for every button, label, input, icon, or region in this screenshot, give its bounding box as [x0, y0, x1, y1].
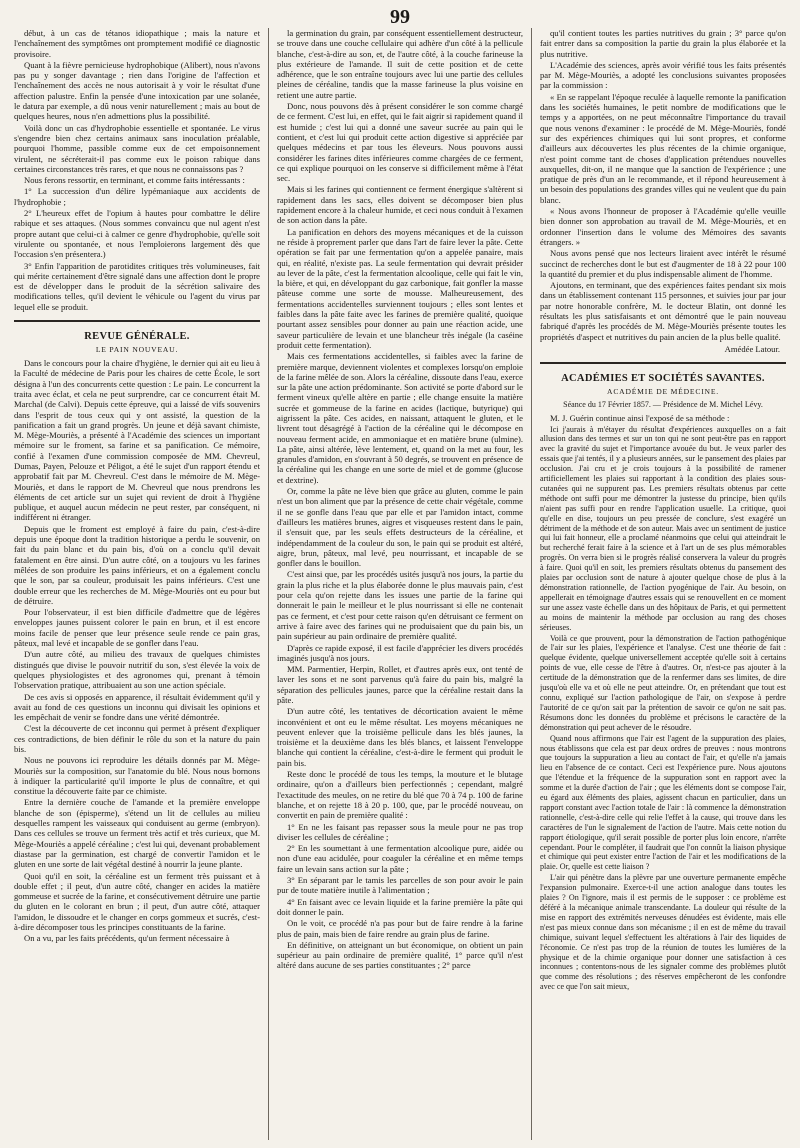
- section-rule: [540, 362, 786, 364]
- paragraph: Pour l'observateur, il est bien difficile d'admettre que de légères enveloppes jaunes puissent colorer le pain en brun, et il est encore moins facile de penser que leur présence seule rende ce pain gras, pâteux, mal levé et incapable de se gonfler dans l'eau.: [14, 607, 260, 649]
- paragraph: Depuis que le froment est employé à faire du pain, c'est-à-dire depuis une époque dont la tradition historique a perdu le souvenir, on fait du pain blanc et du pain bis, d'où on a conclu qu'il devait fatalement en être ainsi. D'un autre côté, on a toujours vu les farines mêlées de son produire les pains inférieurs, et on a également conclu que le son, par sa couleur, produisait les pains inférieurs. C'est une double erreur que les recherches de M. Mège-Mouriès ont eu pour but de détruire.: [14, 523, 260, 606]
- paragraph: Donc, nous pouvons dès à présent considérer le son comme chargé de ce ferment. C'est lui, en effet, qui le fait aigrir si rapidement quand il est humide ; c'est lui qui a donné une saveur sucrée au pain qui le contient, et c'est lui qui produit cette action digestive si appréciée par quelques médecins et par tous les éleveurs. Nous pouvons aussi considérer les farines dites inférieures comme chargées de ce ferment, ce qui explique pourquoi on les conserve si difficilement même à l'état sec.: [277, 101, 523, 184]
- column-divider: [531, 28, 532, 1140]
- paragraph: la germination du grain, par conséquent essentiellement destructeur, se trouve dans une couche cellulaire qui adhère d'un côté à la pellicule blanche, c'est-à-dire au son, et, de l'autre côté, à la couche farineuse la plus extérieure de l'amande. Il suit de cette position et de cette adhérence, que le son entraîne toujours avec lui une partie des cellules pleines de céréaline, tandis que la masse farineuse la plus voisine en retient une autre partie.: [277, 28, 523, 100]
- paragraph: L'air qui pénètre dans la plèvre par une ouverture permanente empêche l'expansion pulmonaire. Exerce-t-il une action analogue dans toutes les plaies ? On l'ignore, mais il est permis de le supposer : ce problème est déféré à la mécanique animale transcendante. La douleur qui résulte de la mise en rapport des extrémités nerveuses dénudées est évidente, mais elle n'est pas mieux connue dans son mécanisme ; il en est de même du travail chimique, suivant lequel s'effectuent les altérations à l'air des liquides de l'économie. Ce n'est pas trop de la réunion de toutes les lumières de la physique et de la chimie organique pour donner une satisfaction à ces inconnues ; contentons-nous de les signaler comme des problèmes plutôt que comme des résolutions ; des réserves empêcheront de les confondre avec ce que l'on sait mieux,: [540, 873, 786, 992]
- paragraph: L'Académie des sciences, après avoir vérifié tous les faits présentés par M. Mège-Mouriès, a adopté les conclusions suivantes proposées par la commission :: [540, 59, 786, 91]
- paragraph: Nous avons pensé que nos lecteurs liraient avec intérêt le résumé succinct de recherches dont le but est d'augmenter de 18 à 22 pour 100 la quantité du premier et du plus indispensable aliment de l'homme.: [540, 248, 786, 279]
- paragraph: 2° En les soumettant à une fermentation alcoolique pure, aidée ou non d'une eau acidulée, pour coaguler la céréaline et en même temps faire un levain sans action sur la pâte ;: [277, 843, 523, 874]
- paragraph: 1° La succession d'un délire lypémaniaque aux accidents de l'hydrophobie ;: [14, 186, 260, 207]
- paragraph: Reste donc le procédé de tous les temps, la mouture et le blutage ordinaire, qu'on a d'ailleurs bien perfectionnés ; cependant, malgré l'exactitude des meules, on ne retire du blé que 70 à 74 p. 100 de farine blanche, et on rejette 18 à 20 p. 100, que, par le procédé nouveau, on convertit en pain de première qualité :: [277, 769, 523, 821]
- paragraph: De ces avis si opposés en apparence, il résultait évidemment qu'il y avait au fond de ces questions un inconnu qui divisait les opinions et les empêchait de venir se fondre dans une vérité démontrée.: [14, 691, 260, 723]
- paragraph: qu'il contient toutes les parties nutritives du grain ; 3° parce qu'on fait entrer dans sa composition la partie du grain la plus élaborée et la plus nutritive.: [540, 28, 786, 59]
- section-title-academies: ACADÉMIES ET SOCIÉTÉS SAVANTES.: [561, 373, 765, 385]
- paragraph: D'après ce rapide exposé, il est facile d'apprécier les divers procédés imaginés jusqu'à nos jours.: [277, 642, 523, 663]
- page-number: 99: [390, 6, 410, 28]
- paragraph: Entre la dernière couche de l'amande et la première enveloppe blanche de son (épisperme), s'étend un lit de cellules au milieu desquelles rampent les vaisseaux qui conduisent au germe (embryon). Dans ces cellules se trouve un ferment très actif et très curieux, que M. Mège-Mouriès a appelé céréaline ; c'est lui qui, devenant probablement diastase par la germination, est chargé de convertir l'amidon et le gluten en une sorte de lait végétal destiné à nourrir la jeune plante.: [14, 797, 260, 870]
- paragraph: Quand nous affirmons que l'air est l'agent de la suppuration des plaies, nous établissons que cela est par deux ordres de preuves : nous montrons que toujours la suppuration a lieu au contact de l'air, et qu'elle n'a jamais lieu en l'absence de ce contact. Ceci est l'expérience pure. Nous ajoutons que l'étendue et la fréquence de la suppuration sont en rapport avec la somme et la durée d'action de l'air ; que les éléments dont se compose l'air, eu égard aux éléments des plaies, agissent chacun en particulier, dans un rapport constant avec l'action totale de l'air : là commence la démonstration rationnelle, c'est-à-dire celle qui relie l'effet à la cause, qui trouve dans les caractères de l'un le signalement de l'action de l'autre. Mais cette notion du rapport étiologique, qu'il serait possible de porter plus loin encore, n'arrête cependant. Pour le compléter, il faudrait que l'on connût la liaison physique et chimique qui peut exister entre l'action de l'air et les modifications de la plaie. Or, quelle est cette liaison ?: [540, 733, 786, 872]
- paragraph: D'un autre côté, au milieu des travaux de quelques chimistes distingués que divise le pouvoir nutritif du son, s'est élevée la voix de quelques physiologistes et des agronomes qui, prenant à témoin l'observation pratique, attribuaient au son une action spéciale.: [14, 649, 260, 691]
- section-rule: [14, 320, 260, 322]
- paragraph: MM. Parmentier, Herpin, Rollet, et d'autres après eux, ont tenté de laver les sons et ne sont parvenus qu'à faire du pain bis, malgré la séparation des pellicules jaunes, parce que la céréaline restait dans la pâte.: [277, 664, 523, 705]
- paragraph: On le voit, ce procédé n'a pas pour but de faire rendre à la farine plus de pain, mais bien de faire rendre au grain plus de farine.: [277, 918, 523, 939]
- paragraph: 1° En ne les faisant pas repasser sous la meule pour ne pas trop diviser les cellules de céréaline ;: [277, 821, 523, 842]
- paragraph: Ici j'aurais à m'étayer du résultat d'expériences auxquelles on a fait allusion dans des termes et sur un ton qui ne sont peut-être pas en rapport avec la gravité du sujet et l'importance avouée du but. Je veux parler des essais que j'ai tentés, il y a plusieurs années, sur le pansement des plaies par occlusion. J'ai cru et je crois toujours à la possibilité de ramener artificiellement les plaies sui rapportant à la condition des plaies sous-cutanées qui ne suppurent pas. Les premiers résultats obtenus par cette méthode ont suffi pour me démontrer la justesse du principe, bien qu'ils n'aient pas suffi pour en rendre l'application usuelle. La critique, quoi qu'elle en dise, toujours un peu pressée de conclure, s'est exagéré un détriment de la méthode et de son auteur. Mais avec un sentiment de justice qui lui fait honneur, elle a proclamé néanmoins que celui qui atteindrait le but recherché ferait faire à la science et à l'art un de ses plus mémorables progrès. On verra bien si le progrès réalisé conservera la valeur du progrès à faire. Quoi qu'il en soit, les premiers résultats obtenus du pansement des plaies par occlusion sont de nature à ajouter quelque chose de plus à la démonstration rationnelle, de l'action pyogénique de l'air. Au besoin, on appellerait en témoignage d'autres essais qui se renouvellent en ce moment sur une assez vaste échelle dans un des hôpitaux de Paris, et qui permettent au moins de maintenir la méthode par occlusion au rang des choses sérieuses.: [540, 424, 786, 632]
- paragraph: Mais ces fermentations accidentelles, si faibles avec la farine de première marque, deviennent violentes et complexes lorsqu'on emploie de la farine mêlée de son. Alors la céréaline, dissoute dans l'eau, exerce sur la pâte une action prédominante. Son activité se porte d'abord sur le ferment vineux qu'elle altère en partie ; elle change ensuite la matière sucrée et gommeuse de la farine en acides (lactique, butyrique) qui aigrissent la pâte. Ces acides, en naissant, attaquent le gluten, et le livrent tout désagrégé à l'action de la céréaline qui le décompose en nouveau ferment acide, en ammoniaque et en matière brune (ulmine). La pâte, ainsi altérée, lève lentement, et, quand on la met au four, les granules d'amidon, en s'ouvrant à 50 degrés, se trouvent en présence de la céréaline qui les change en une sorte de miel et de gomme (glucose et dextrine).: [277, 351, 523, 485]
- paragraph: Ajoutons, en terminant, que des expériences faites pendant six mois dans un établissement contenant 115 personnes, et suivies jour par jour par notre honorable confrère, M. le docteur Blatin, ont donné les résultats les plus satisfaisants et ont démontré que le pain nouveau fabriqué d'après les procédés de M. Mège-Mouriès présente toutes les propriétés d'aspect et nutritives du pain ancien de la plus belle qualité.: [540, 280, 786, 342]
- paragraph: Or, comme la pâte ne lève bien que grâce au gluten, comme le pain n'est un bon aliment que par la présence de cette chair végétale, comme il ne se gonfle dans l'eau que par elle et par l'amidon intact, comme d'ailleurs les matières brunes, aigres et visqueuses restent dans le pain, il s'ensuit que, par les seuls effets destructeurs de la céréaline, et indépendamment de la couleur du son, le pain qui se produit est altéré, aigre, brun, pâteux, mal levé, peu nourrissant, et incapable de se gonfler dans le bouillon.: [277, 486, 523, 569]
- paragraph: Quoi qu'il en soit, la céréaline est un ferment très puissant et à double effet ; il peut, d'un autre côté, changer en acides la matière gommeuse et sucrée de la farine, et consécutivement détruire une partie du gluten en le colorant en brun ; il peut, d'un autre côté, attaquer l'amidon, le dissoudre et le changer en corps gommeux et sucrés, c'est-à-dire décomposer tous les principes constituants de la farine.: [14, 870, 260, 933]
- session-info: Séance du 17 Février 1857. — Présidence de M. Michel Lévy.: [563, 400, 763, 410]
- paragraph: Nous ne pouvons ici reproduire les détails donnés par M. Mège-Mouriès sur la composition, sur l'anatomie du blé. Nous nous bornons à indiquer la particularité qu'il importe le plus de connaître, et qui constitue la découverte faite par ce chimiste.: [14, 755, 260, 797]
- paragraph: En définitive, on atteignant un but économique, on obtient un pain supérieur au pain ordinaire de première qualité, 1° parce qu'il n'est altéré dans aucune de ses parties constituantes ; 2° parce: [277, 939, 523, 971]
- society-name: ACADÉMIE DE MÉDECINE.: [607, 387, 719, 397]
- article-body: [14, 358, 260, 944]
- paragraph: Nous ferons ressortir, en terminant, et comme faits intéressants :: [24, 175, 245, 186]
- quoted-conclusion: « Nous avons l'honneur de proposer à l'Académie qu'elle veuille bien donner son approbation au travail de M. Mège-Mouriès, et en ordonner l'insertion dans le volume des Mémoires des savants étrangers. »: [540, 206, 786, 247]
- paragraph: Voilà donc un cas d'hydrophobie essentielle et spontanée. Le virus s'engendre bien chez certains animaux sans inoculation préalable, pourquoi l'homme, passible comme eux de cet empoisonnement virulent, ne sécréterait-il pas comme eux le poison rabique dans certaines circonstances très rares, et que nous ne connaissons pas ?: [14, 122, 260, 174]
- paragraph: 2° L'heureux effet de l'opium à hautes pour combattre le délire rabique et ses attaques. (Nous sommes convaincu que nul agent n'est propre autant que celui-ci à calmer ce genre d'hydrophobie, qu'elle soit virulente ou spontanée, et nous l'emploierons largement dès que l'occasion s'en présentera.): [14, 208, 260, 260]
- column-middle: [277, 28, 523, 1140]
- paragraph: C'est la découverte de cet inconnu qui permet à présent d'expliquer ces contradictions, de bien définir le rôle du son et la nature du pain bis.: [14, 723, 260, 754]
- paragraph: 3° En séparant par le tamis les parcelles de son pour avoir le pain pur de toute matière inutile à l'alimentation ;: [277, 875, 523, 896]
- speech-body: [540, 425, 786, 993]
- quoted-conclusion: « En se rappelant l'époque reculée à laquelle remonte la panification dans les sociétés humaines, le petit nombre de modifications que le temps y a apportées, on ne peut méconnaître l'importance du travail que nous venons d'examiner : le procédé de M. Mège-Mouriès, fondé sur des expériences chimiques qui lui sont propres, et conforme d'ailleurs aux découvertes les plus récentes de la chimie organique, n'est point comme tant de choses d'application prétendues nouvelles auxquelles, dit-on, il ne manque que la sanction de l'expérience ; une pratique de près d'un an le recommande, et il répond heureusement à un besoin des populations des grandes villes qui ne veulent que du pain blanc.: [540, 91, 786, 205]
- paragraph: 4° En faisant avec ce levain liquide et la farine première la pâte qui doit donner le pain.: [277, 896, 523, 917]
- paragraph: D'un autre côté, les tentatives de décortication avaient le même inconvénient et ont eu le même résultat. Les moyens mécaniques ne peuvent enlever que la troisième pellicule dans les blés jaunes, la troisième et la deuxième dans les blés blancs, et laissent l'enveloppe blanche qui contient la céréaline, c'est-à-dire le ferment qui produit le pain bis.: [277, 706, 523, 768]
- paragraph: Voilà ce que prouvent, pour la démonstration de l'action pathogénique de l'air sur les plaies, l'expérience et l'analyse. C'est une théorie de fait : quelque évidente, quelque universellement acceptée qu'elle soit à certains points de vue, elle cesse de l'être à d'autres. Or, n'est-ce pas ajouter à la certitude de la démonstration que de la renfermer dans ses limites, de dire jusqu'où elle va et où elle ne peut atteindre. Or, en prétendant que tout est connu, expliqué sur l'action pathologique de l'air, on s'expose à perdre l'autorité de ce qu'on sait par la prétention de savoir ce qu'on ne sait pas. Résumons donc les données du problème et précisons le caractère de la démonstration qui peut achever de le résoudre.: [540, 633, 786, 732]
- paragraph: On a vu, par les faits précédents, qu'un ferment nécessaire à: [24, 933, 230, 944]
- paragraph: La panification en dehors des moyens mécaniques et de la cuisson ne réside à proprement parler que dans l'art de faire lever la pâte. Cette opération se fait par une fermentation qu'on a appelée panaire, mais qui, en réalité, n'existe pas. La seule fermentation qui devrait présider au lever de la pâte, c'est la fermentation alcoolique, celle qui fait le vin, la bière, et qui, en développant du gaz carbonique, fait gonfler la masse pâteuse comme une sorte de mousse. Malheureusement, des fermentations accidentelles surviennent toujours ; elles sont lentes et faibles dans la pâte faite avec les farines de première qualité, quoique pourtant assez sensibles pour donner au pain une réaction acide, une saveur particulière de levain et une blancheur très inégale (la caséine produit cette fermentation).: [277, 226, 523, 350]
- author-signature: Amédée Latour.: [724, 343, 780, 354]
- paragraph: 3° Enfin l'apparition de parotidites critiques très volumineuses, fait qui mérite certainement d'être signalé dans une affection dont le propre est de développer dans le produit de la sécrétion salivaire des modifications telles, qu'il devient le véhicule ou l'agent du virus par lequel elle se produit.: [14, 260, 260, 312]
- paragraph: C'est ainsi que, par les procédés usités jusqu'à nos jours, la partie du grain la plus riche et la plus élaborée donne le plus mauvais pain, c'est pour cela qu'on rejette dans les issues une partie de la farine qui donnerait le pain le meilleur et le plus nourrissant si elle ne contenait pas ce ferment, et c'est pour cette raison qu'en détruisant ce ferment on arrive à faire avec des farines qui ne produisaient que du pain bis, un pain supérieur au pain ordinaire de première qualité.: [277, 569, 523, 642]
- paragraph: début, à un cas de tétanos idiopathique ; mais la nature et l'enchaînement des symptômes ont promptement modifié ce diagnostic provisoire.: [14, 28, 260, 59]
- columns: [14, 28, 786, 1140]
- article-title: LE PAIN NOUVEAU.: [95, 345, 179, 355]
- column-divider: [268, 28, 269, 1140]
- paragraph: Dans le concours pour la chaire d'hygiène, le dernier qui ait eu lieu à la Faculté de médecine de Paris pour les chaires de cette École, le sort désigna à l'un des concurrents cette question : Le pain. Le concurrent la traita avec éclat, et cela ne peut surprendre, car ce concurrent était M. Marchal (de Calvi). Depuis cette épreuve, qui a laissé de vifs souvenirs dans l'esprit de tous ceux qui y ont assisté, la question de la panification a fait un grand progrès. Un jeune et déjà savant chimiste, M. Mège-Mouriès, a présenté à l'Académie des sciences un important mémoire sur le froment, sa farine et sa panification. Ce mémoire, confié à l'examen d'une commission composée de MM. Chevreul, Dumas, Payen, Pelouze et Péligot, a été le sujet d'un rapport étendu et approbatif fait par M. Chevreul. C'est dans le mémoire de M. Mège-Mouriès, et dans le rapport de M. Chevreul que nous prendrons les éléments de cet article sur un sujet qui revient de droit à l'hygiène publique, et auquel aucun médecin ne peut rester, par conséquent, ni indifférent ni étranger.: [14, 358, 260, 523]
- speaker-intro: M. J. Guérin continue ainsi l'exposé de sa méthode :: [550, 413, 730, 424]
- column-left: [14, 28, 260, 1140]
- column-right: [540, 28, 786, 1140]
- paragraph: Quant à la fièvre pernicieuse hydrophobique (Alibert), nous n'avons pas pu y songer davantage ; rien dans l'origine de l'affection et l'enchaînement des accès ne nous autorisait à y voir le résultat d'une affection palustre. Enfin la pensée d'une intoxication par une solanée, le datura par exemple, a dû nous venir naturellement ; mais au bout de quelques heures, nous n'en admettions plus la possibilité.: [14, 59, 260, 122]
- section-title-revue-generale: REVUE GÉNÉRALE.: [84, 331, 190, 343]
- paragraph: Mais si les farines qui contiennent ce ferment énergique s'altèrent si rapidement dans les sacs, elles doivent se décomposer bien plus rapidement encore à la chaleur humide, et ceci nous conduit à l'examen de son action dans la pâte.: [277, 184, 523, 226]
- case-report-conclusion: [14, 28, 260, 312]
